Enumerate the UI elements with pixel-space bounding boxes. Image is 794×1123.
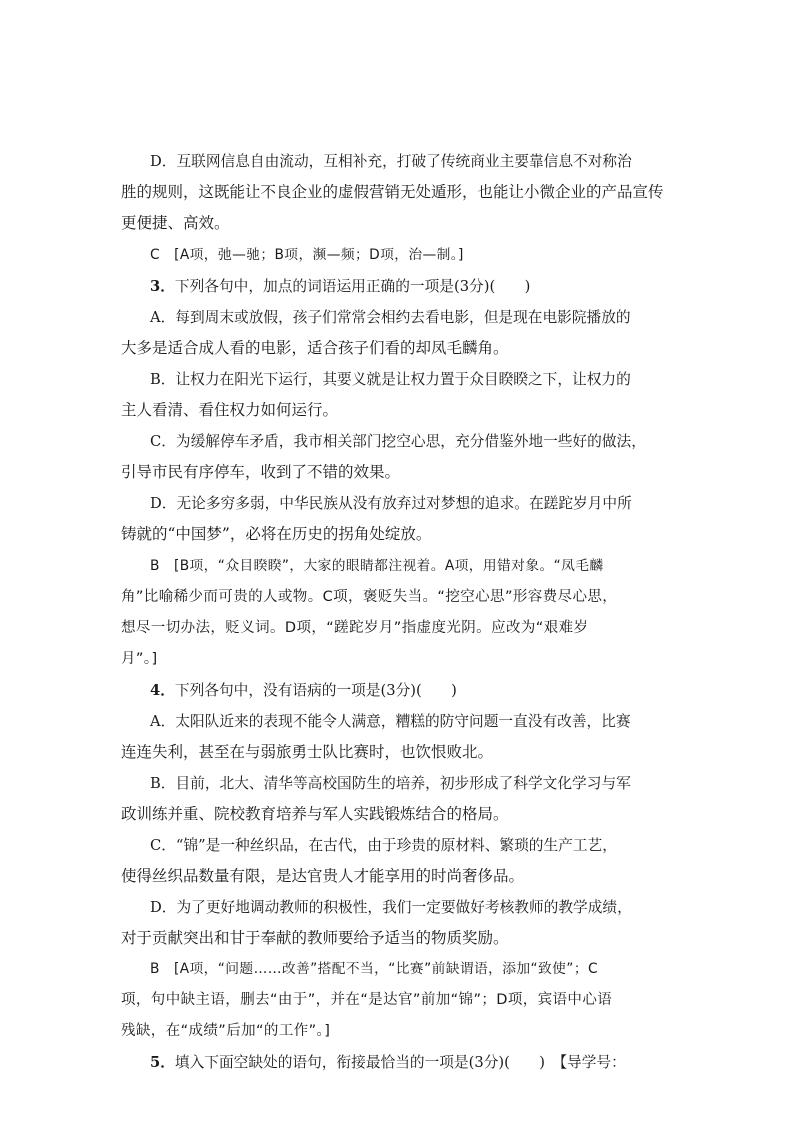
question-stem-line xyxy=(121,1047,677,1078)
text-line: A．太阳队近来的表现不能令人满意，糟糕的防守问题一直没有改善，比赛 xyxy=(150,713,631,730)
answer-q2 xyxy=(121,240,677,271)
text-line: D．无论多穷多弱，中华民族从没有放弃过对梦想的追求。在蹉跎岁月中所 xyxy=(150,495,632,512)
text-line: 引导市民有序停车，收到了不错的效果。 xyxy=(121,463,401,481)
answer-line: 想尽一切办法，贬义词。D项，“蹉跎岁月”指虚度光阴。应改为“艰难岁 xyxy=(121,620,589,636)
text-line: D．互联网信息自由流动，互相补充，打破了传统商业主要靠信息不对称治 xyxy=(150,153,632,170)
question-stem-line xyxy=(121,675,677,706)
question-number: 3． xyxy=(150,278,175,295)
text-line: 大多是适合成人看的电影，适合孩子们看的却凤毛麟角。 xyxy=(121,339,509,357)
text-line: C．为缓解停车矛盾，我市相关部门挖空心思，充分借鉴外地一些好的做法， xyxy=(150,433,646,450)
option-c-q4 xyxy=(121,830,677,892)
answer-line: 角”比喻稀少而可贵的人或物。C项，褒贬失当。“挖空心思”形容费尽心思， xyxy=(121,589,618,605)
question-5-stem xyxy=(121,1047,677,1078)
text-line: 主人看清、看住权力如何运行。 xyxy=(121,401,339,419)
text-line: D．为了更好地调动教师的积极性，我们一定要做好考核教师的教学成绩， xyxy=(150,899,632,916)
option-a-q3 xyxy=(121,302,677,364)
option-d-q4 xyxy=(121,892,677,954)
text-line: B．让权力在阳光下运行，其要义就是让权力置于众目睽睽之下，让权力的 xyxy=(150,371,631,388)
text-line: 铸就的“中国梦”，必将在历史的拐角处绽放。 xyxy=(121,525,432,543)
option-b-q4 xyxy=(121,768,677,830)
text-line: A．每到周末或放假，孩子们常常会相约去看电影，但是现在电影院播放的 xyxy=(150,309,631,326)
answer-line: 项，句中缺主语，删去“由于”，并在“是达官”前加“锦”；D项，宾语中心语 xyxy=(121,992,613,1008)
question-number: 5． xyxy=(150,1054,175,1071)
text-line: 胜的规则，这既能让不良企业的虚假营销无处遁形，也能让小微企业的产品宣传 xyxy=(121,183,664,201)
question-3-stem xyxy=(121,271,677,302)
text-line: B．目前，北大、清华等高校国防生的培养，初步形成了科学文化学习与军 xyxy=(150,775,631,792)
option-c-q3 xyxy=(121,426,677,488)
question-text: 下列各句中，没有语病的一项是(3分)( ) xyxy=(174,682,457,699)
answer-line: B [B项，“众目睽睽”，大家的眼睛都注视着。A项，用错对象。“凤毛麟 xyxy=(150,558,604,574)
text-line: 更便捷、高效。 xyxy=(121,214,230,232)
text-line: 对于贡献突出和甘于奉献的教师要给予适当的物质奖励。 xyxy=(121,929,509,947)
text-line: 连连失利，甚至在与弱旅勇士队比赛时，也饮恨败北。 xyxy=(121,743,494,761)
text-line: C．“锦”是一种丝织品，在古代，由于珍贵的原材料、繁琐的生产工艺， xyxy=(150,837,617,854)
option-b-q3 xyxy=(121,364,677,426)
answer-line: 月”。] xyxy=(121,651,158,667)
option-d-q2 xyxy=(121,146,677,239)
option-a-q4 xyxy=(121,706,677,768)
option-d-q3 xyxy=(121,488,677,550)
question-4-stem xyxy=(121,675,677,706)
question-stem-line xyxy=(121,271,677,302)
text-line: 政训练并重、院校教育培养与军人实践锻炼结合的格局。 xyxy=(121,805,509,823)
answer-q3 xyxy=(121,551,677,675)
answer-line: C [A项，弛—驰；B项，濒—频；D项，治—制。] xyxy=(150,247,464,263)
answer-line: 残缺，在“成绩”后加“的工作”。] xyxy=(121,1023,331,1039)
text-line: 使得丝织品数量有限，是达官贵人才能享用的时尚奢侈品。 xyxy=(121,867,525,885)
question-number: 4． xyxy=(150,682,175,699)
question-text: 填入下面空缺处的语句，衔接最恰当的一项是(3分)( ) 【导学号： xyxy=(174,1054,626,1071)
question-text: 下列各句中，加点的词语运用正确的一项是(3分)( ) xyxy=(174,278,531,295)
answer-q4 xyxy=(121,954,677,1047)
answer-line: B [A项，“问题……改善”搭配不当，“比赛”前缺谓语，添加“致使”；C xyxy=(150,961,598,977)
